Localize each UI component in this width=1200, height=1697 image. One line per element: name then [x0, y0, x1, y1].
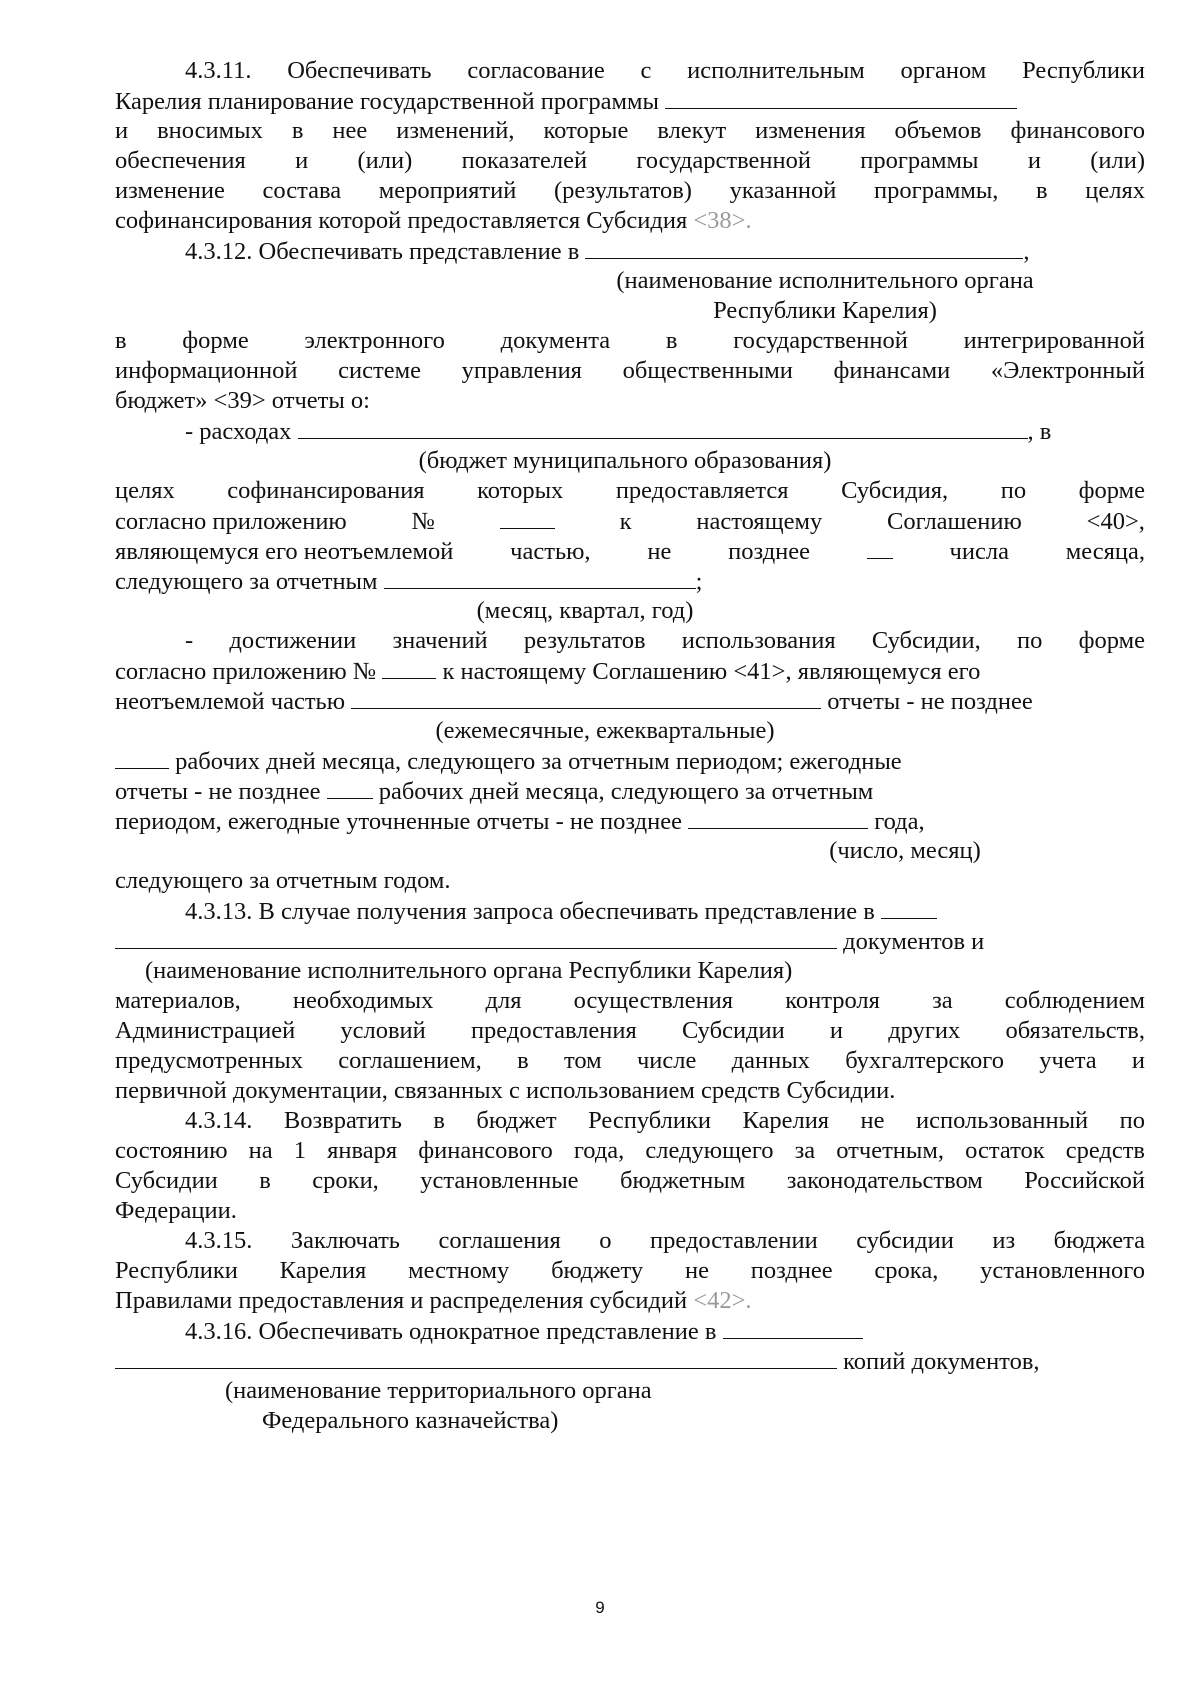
text-line: и вносимых в нее изменений, которые влекут изменения объемов финансового	[115, 117, 1145, 144]
blank-field	[115, 1345, 837, 1369]
text-line: предусмотренных соглашением, в том числе данных бухгалтерского учета и	[115, 1047, 1145, 1074]
blank-field	[723, 1315, 863, 1339]
field-caption: (наименование территориального органа	[225, 1377, 652, 1404]
text-line: Карелия планирование государственной программы	[115, 85, 1145, 117]
text-line: изменение состава мероприятий (результатов) указанной программы, в целях	[115, 177, 1145, 204]
text-line: следующего за отчетным ;	[115, 565, 1145, 597]
text-line: информационной системе управления общественными финансами «Электронный	[115, 357, 1145, 384]
blank-field	[688, 805, 868, 829]
text-line: согласно приложению № к настоящему Соглашению <41>, являющемуся его	[115, 655, 1145, 687]
text-line: неотъемлемой частью отчеты - не позднее	[115, 685, 1145, 717]
text-line: периодом, ежегодные уточненные отчеты - не позднее года,	[115, 805, 1145, 837]
field-caption: Республики Карелия)	[713, 297, 937, 324]
text-line: согласно приложению № к настоящему Соглашению <40>,	[115, 505, 1145, 537]
blank-field	[115, 925, 837, 949]
text-line: материалов, необходимых для осуществления контроля за соблюдением	[115, 987, 1145, 1014]
text-line: являющемуся его неотъемлемой частью, не позднее числа месяца,	[115, 535, 1145, 567]
text-line: 4.3.14. Возвратить в бюджет Республики Карелия не использованный по	[185, 1107, 1145, 1134]
text-line: рабочих дней месяца, следующего за отчетным периодом; ежегодные	[115, 745, 1145, 777]
text-line: Республики Карелия местному бюджету не позднее срока, установленного	[115, 1257, 1145, 1284]
text-line: - достижении значений результатов использования Субсидии, по форме	[185, 627, 1145, 654]
field-caption: Федерального казначейства)	[262, 1407, 559, 1434]
footnote-ref[interactable]: <38>.	[693, 207, 752, 234]
text-line: Правилами предоставления и распределения субсидий <42>.	[115, 1287, 752, 1314]
page-number: 9	[595, 1598, 605, 1617]
text-line: копий документов,	[115, 1345, 1145, 1377]
text-line: обеспечения и (или) показателей государственной программы и (или)	[115, 147, 1145, 174]
blank-field	[867, 535, 893, 559]
field-caption: (ежемесячные, ежеквартальные)	[435, 717, 775, 744]
blank-field	[298, 415, 1028, 439]
field-caption: (наименование исполнительного органа Республики Карелия)	[145, 957, 793, 984]
text-line: следующего за отчетным годом.	[115, 867, 451, 894]
footnote-ref[interactable]: <42>.	[693, 1287, 752, 1314]
text-line: отчеты - не позднее рабочих дней месяца, следующего за отчетным	[115, 775, 1145, 807]
blank-field	[585, 235, 1023, 259]
text-line: первичной документации, связанных с использованием средств Субсидии.	[115, 1077, 896, 1104]
blank-field	[351, 685, 821, 709]
text-line: - расходах , в	[185, 415, 1145, 447]
field-caption: (месяц, квартал, год)	[476, 597, 694, 624]
text-line: 4.3.16. Обеспечивать однократное представление в	[185, 1315, 985, 1347]
blank-field	[115, 745, 169, 769]
text-line: в форме электронного документа в государственной интегрированной	[115, 327, 1145, 354]
text-line: целях софинансирования которых предоставляется Субсидия, по форме	[115, 477, 1145, 504]
text-line: 4.3.11. Обеспечивать согласование с исполнительным органом Республики	[185, 57, 1145, 84]
blank-field	[665, 85, 1017, 109]
text-line: бюджет» <39> отчеты о:	[115, 387, 370, 414]
text-line: 4.3.13. В случае получения запроса обеспечивать представление в	[185, 895, 1145, 927]
blank-field	[327, 775, 373, 799]
text-line: документов и	[115, 925, 1145, 957]
field-caption: (число, месяц)	[829, 837, 981, 864]
field-caption: (наименование исполнительного органа	[616, 267, 1034, 294]
blank-field	[881, 895, 937, 919]
text-line: Субсидии в сроки, установленные бюджетным законодательством Российской	[115, 1167, 1145, 1194]
text-line: 4.3.12. Обеспечивать представление в ,	[185, 235, 1145, 267]
text-line: Администрацией условий предоставления Субсидии и других обязательств,	[115, 1017, 1145, 1044]
blank-field	[500, 505, 555, 529]
blank-field	[382, 655, 436, 679]
text-line: софинансирования которой предоставляется Субсидия <38>.	[115, 207, 752, 234]
blank-field	[384, 565, 696, 589]
field-caption: (бюджет муниципального образования)	[418, 447, 832, 474]
text-line: 4.3.15. Заключать соглашения о предоставлении субсидии из бюджета	[185, 1227, 1145, 1254]
text-line: Федерации.	[115, 1197, 237, 1224]
text-line: состоянию на 1 января финансового года, следующего за отчетным, остаток средств	[115, 1137, 1145, 1164]
